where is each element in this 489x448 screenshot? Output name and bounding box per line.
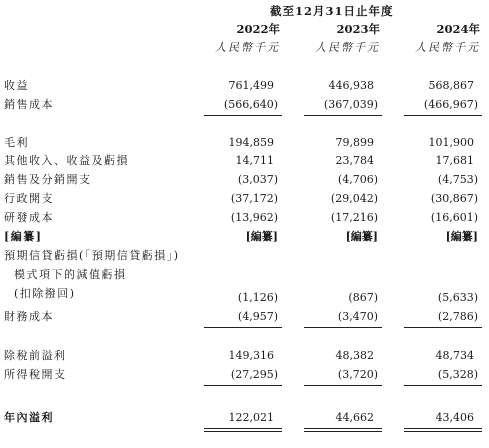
subtotal-rule: [404, 327, 482, 328]
row-value: 48,734: [435, 349, 474, 362]
subtotal-rule: [404, 115, 482, 116]
row-value: (566,640): [223, 98, 278, 111]
period-heading: 截至12月31日止年度: [270, 4, 394, 18]
row-label-profit-before-tax: 除稅前溢利: [4, 349, 67, 362]
row-value: 17,681: [435, 154, 474, 167]
total-double-rule: [404, 428, 482, 432]
row-label-profit-for-year: 年內溢利: [4, 411, 54, 424]
row-value: 122,021: [228, 411, 274, 424]
row-value: 44,662: [335, 411, 374, 424]
row-label-income-tax: 所得稅開支: [4, 368, 67, 381]
row-label-gross-profit: 毛利: [4, 136, 29, 149]
row-value: (37,172): [230, 192, 278, 205]
subtotal-rule: [404, 385, 482, 386]
row-label-rd-costs: 研發成本: [4, 211, 54, 224]
row-value: (30,867): [430, 192, 478, 205]
row-label-finance-costs: 財務成本: [4, 310, 54, 323]
subtotal-rule: [204, 327, 282, 328]
row-value: (5,328): [437, 368, 478, 381]
unit-header-2022: 人民幣千元: [215, 41, 280, 54]
row-value: 23,784: [335, 154, 374, 167]
row-value: (5,633): [437, 291, 478, 304]
row-label-redacted: [編纂]: [4, 230, 43, 243]
row-value: (17,216): [330, 211, 378, 224]
row-value: (3,037): [237, 173, 278, 186]
row-value: (16,601): [430, 211, 478, 224]
row-value: 101,900: [428, 136, 474, 149]
year-header-2024: 2024年: [436, 22, 480, 36]
row-value: 149,316: [228, 349, 274, 362]
row-value: 761,499: [228, 79, 274, 92]
row-value: (2,786): [437, 310, 478, 323]
row-value: 79,899: [335, 136, 374, 149]
row-label-ecl-line1: 預期信貸虧損(「預期信貸虧損」): [4, 249, 180, 262]
row-value: (367,039): [323, 98, 378, 111]
unit-header-2024: 人民幣千元: [415, 41, 480, 54]
row-value: 14,711: [235, 154, 274, 167]
unit-header-2023: 人民幣千元: [315, 41, 380, 54]
row-value: (4,957): [237, 310, 278, 323]
row-label-ecl-line2: 模式項下的減值虧損: [14, 268, 127, 281]
row-value: [編纂]: [345, 230, 378, 243]
row-value: (4,706): [337, 173, 378, 186]
total-double-rule: [204, 428, 282, 432]
row-value: 194,859: [228, 136, 274, 149]
subtotal-rule: [304, 115, 382, 116]
subtotal-rule: [204, 115, 282, 116]
row-value: [編纂]: [245, 230, 278, 243]
row-label-other-income: 其他收入、收益及虧損: [4, 154, 129, 167]
row-value: (4,753): [437, 173, 478, 186]
total-double-rule: [304, 428, 382, 432]
subtotal-rule: [204, 385, 282, 386]
row-value: (13,962): [230, 211, 278, 224]
row-value: 48,382: [335, 349, 374, 362]
row-value: (466,967): [423, 98, 478, 111]
subtotal-rule: [304, 385, 382, 386]
row-value: 446,938: [328, 79, 374, 92]
row-value: (1,126): [237, 291, 278, 304]
row-label-admin-expenses: 行政開支: [4, 192, 54, 205]
year-header-2023: 2023年: [336, 22, 380, 36]
row-label-ecl-line3: (扣除撥回): [14, 287, 76, 300]
row-value: 43,406: [435, 411, 474, 424]
row-value: (3,720): [337, 368, 378, 381]
year-header-2022: 2022年: [236, 22, 280, 36]
row-value: [編纂]: [445, 230, 478, 243]
row-value: 568,867: [428, 79, 474, 92]
subtotal-rule: [304, 327, 382, 328]
row-label-cost-of-sales: 銷售成本: [4, 98, 54, 111]
row-label-revenue: 收益: [4, 79, 29, 92]
row-label-selling-expenses: 銷售及分銷開支: [4, 173, 92, 186]
row-value: (27,295): [230, 368, 278, 381]
row-value: (3,470): [337, 310, 378, 323]
row-value: (29,042): [330, 192, 378, 205]
row-value: (867): [348, 291, 378, 304]
